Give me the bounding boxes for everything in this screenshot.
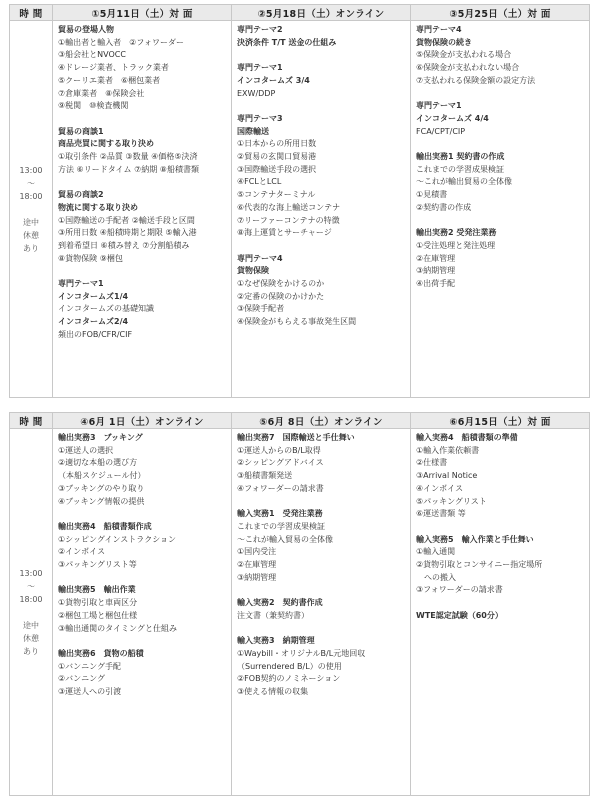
- topic-item: ③国際輸送手段の選択: [237, 164, 317, 174]
- time-text: 〜: [27, 581, 35, 591]
- topic-item: への搬入: [416, 572, 456, 582]
- time-cell: [10, 21, 53, 398]
- blank-line: [58, 572, 227, 585]
- blank-line: [416, 521, 585, 534]
- topic-heading: 輸入実務5 輸入作業と手仕舞い: [416, 534, 534, 544]
- topic-item: ⑤コンテナターミナル: [237, 190, 316, 200]
- topic-item: ①貨物引取と車両区分: [58, 598, 138, 608]
- time-text: 18:00: [19, 594, 43, 604]
- day-title: ⑥6月15日（土）対 面: [411, 413, 590, 429]
- topic-item: ③フォワーダーの請求書: [416, 585, 503, 595]
- time-text: あり: [23, 243, 39, 253]
- topic-item: （Surrendered B/L）の使用: [237, 661, 342, 671]
- topic-item: ④保険金がもらえる事故発生区間: [237, 317, 357, 327]
- blank-line: [416, 215, 585, 228]
- topic-item: ②貿易の玄関口貿易港: [237, 152, 317, 161]
- header-row: [10, 5, 590, 21]
- topic-item: ③保険手配者: [237, 304, 285, 314]
- topic-heading: 物流に関する取り決め: [58, 202, 138, 212]
- day-content: [53, 21, 232, 398]
- topic-heading: 貿易の商談2: [58, 190, 104, 200]
- topic-item: ④出荷手配: [416, 279, 456, 289]
- topic-item: EXW/DDP: [237, 88, 276, 98]
- time-text: 途中: [23, 620, 39, 630]
- day-title: ②5月18日（土）オンライン: [232, 5, 411, 21]
- topic-item: これまでの学習成果検証: [416, 164, 504, 174]
- topic-heading: 輸入実務3 納期管理: [237, 636, 315, 646]
- topic-item: ①受注処理と発注処理: [416, 240, 496, 250]
- topic-item: ③使える情報の収集: [237, 687, 309, 697]
- topic-item: ②バンニング: [58, 674, 106, 684]
- topic-heading: インコタームズ1/4: [58, 291, 129, 301]
- topic-heading: 輸出実務6 貨物の船積: [58, 648, 144, 658]
- topic-heading: 国際輸送: [237, 126, 269, 136]
- topic-item: ①シッピングインストラクション: [58, 534, 177, 544]
- topic-item: ①国内受注: [237, 547, 277, 557]
- day-content: [232, 21, 411, 398]
- blank-line: [237, 496, 406, 509]
- topic-item: ③船会社とNVOCC: [58, 50, 126, 60]
- topic-heading: インコタームズ 3/4: [237, 75, 310, 85]
- topic-item: ①輸出者と輸入者 ②フォワーダー: [58, 37, 184, 47]
- time-spacer: [10, 606, 52, 619]
- time-text: 休憩: [23, 230, 39, 240]
- topic-item: ③納期管理: [416, 266, 456, 276]
- topic-item: ②在庫管理: [416, 253, 456, 263]
- time-text: 18:00: [19, 191, 43, 201]
- day-title: ①5月11日（土）対 面: [53, 5, 232, 21]
- topic-item: 頻出のFOB/CFR/CIF: [58, 329, 133, 339]
- topic-item: ⑤クーリエ業者 ⑥梱包業者: [58, 75, 161, 85]
- topic-item: ②インボイス: [58, 547, 106, 557]
- topic-heading: 専門テーマ1: [237, 63, 283, 73]
- day-content: [53, 429, 232, 796]
- topic-item: 到着希望日 ⑥積み替え ⑦分割船積み: [58, 240, 190, 250]
- topic-heading: 専門テーマ2: [237, 25, 283, 34]
- time-text: あり: [23, 646, 39, 656]
- topic-heading: 輸出実務1 契約書の作成: [416, 152, 505, 161]
- topic-heading: 商品売買に関する取り決め: [58, 139, 154, 149]
- topic-item: ①取引条件 ②品質 ③数量 ④価格⑤決済: [58, 152, 198, 162]
- day-title: ④6月 1日（土）オンライン: [53, 413, 232, 429]
- topic-item: ⑥代表的な海上輸送コンテナ: [237, 202, 341, 212]
- blank-line: [58, 635, 227, 648]
- time-header: 時 間: [10, 5, 53, 21]
- topic-item: ②在庫管理: [237, 560, 277, 570]
- topic-heading: インコタームズ 4/4: [416, 113, 489, 123]
- topic-heading: WTE認定試験（60分）: [416, 610, 503, 620]
- topic-item: ⑨税関 ⑩検査機関: [58, 101, 129, 111]
- blank-line: [58, 508, 227, 521]
- time-text: 途中: [23, 217, 39, 227]
- topic-item: ③輸出通関のタイミングと仕組み: [58, 623, 178, 633]
- topic-item: FCA/CPT/CIP: [416, 126, 466, 136]
- topic-item: ①なぜ保険をかけるのか: [237, 279, 325, 289]
- topic-item: ②シッピングアドバイス: [237, 458, 324, 468]
- topic-heading: インコタームズ2/4: [58, 317, 129, 327]
- topic-heading: 輸出実務2 受発注業務: [416, 228, 497, 238]
- topic-item: インコタームズの基礎知識: [58, 304, 154, 314]
- topic-item: ③運送人への引渡: [58, 687, 122, 697]
- topic-item: ③Arrival Notice: [416, 471, 478, 481]
- blank-line: [58, 176, 227, 189]
- day-content: [411, 21, 590, 398]
- topic-heading: 輸出実務5 輸出作業: [58, 585, 136, 595]
- topic-item: ④ブッキング情報の提供: [58, 496, 145, 506]
- topic-item: 方法 ⑥リードタイム ⑦納期 ⑧船積書類: [58, 164, 199, 174]
- blank-line: [237, 584, 406, 597]
- topic-heading: 貿易の登場人物: [58, 25, 114, 34]
- day-title: ⑤6月 8日（土）オンライン: [232, 413, 411, 429]
- topic-item: ③所用日数 ④船積時期と期限 ⑤輸入港: [58, 228, 197, 238]
- topic-item: ①運送人の選択: [58, 445, 114, 455]
- topic-item: ①日本からの所用日数: [237, 139, 317, 149]
- topic-item: ②FOB契約のノミネーション: [237, 674, 341, 684]
- topic-item: ⑧貨物保険 ⑨梱包: [58, 253, 123, 263]
- topic-item: これまでの学習成果検証: [237, 521, 325, 531]
- topic-item: （本船スケジュール付）: [58, 471, 146, 481]
- topic-item: ⑥運送書類 等: [416, 509, 466, 519]
- topic-item: ①輸入通関: [416, 547, 456, 557]
- topic-heading: 専門テーマ1: [58, 279, 104, 289]
- topic-heading: 専門テーマ3: [237, 113, 283, 123]
- content-row: [10, 429, 590, 796]
- topic-item: ③船積書類発送: [237, 471, 293, 481]
- blank-line: [416, 88, 585, 101]
- topic-item: ②契約書の作成: [416, 202, 472, 212]
- time-text: 休憩: [23, 633, 39, 643]
- topic-item: 〜これが輸入貿易の全体像: [237, 534, 333, 544]
- topic-heading: 専門テーマ1: [416, 101, 462, 111]
- topic-heading: 輸出実務7 国際輸送と手仕舞い: [237, 433, 355, 442]
- topic-item: ⑤パッキングリスト: [416, 496, 487, 506]
- topic-item: ③ブッキングのやり取り: [58, 483, 145, 493]
- topic-item: ①運送人からのB/L取得: [237, 445, 321, 455]
- topic-item: ①バンニング手配: [58, 661, 122, 671]
- day-content: [232, 429, 411, 796]
- schedule-table-june: [9, 412, 590, 796]
- topic-item: ①輸入作業依頼書: [416, 445, 480, 455]
- topic-heading: 輸出実務3 ブッキング: [58, 433, 143, 442]
- topic-item: ①見積書: [416, 190, 448, 200]
- topic-heading: 専門テーマ4: [237, 253, 283, 263]
- topic-item: ④FCLとLCL: [237, 177, 282, 187]
- topic-item: ②貨物引取とコンサイニー指定場所: [416, 560, 543, 570]
- topic-item: ③納期管理: [237, 572, 277, 582]
- topic-item: ④フォワーダーの請求書: [237, 483, 324, 493]
- topic-item: ①国際輸送の手配者 ②輸送手段と区間: [58, 215, 195, 225]
- topic-item: ⑦支払われる保険金額の設定方法: [416, 75, 536, 85]
- blank-line: [237, 623, 406, 636]
- topic-item: ④ドレージ業者、トラック業者: [58, 63, 169, 73]
- topic-item: ⑤保険金が支払われる場合: [416, 50, 512, 60]
- time-spacer: [10, 203, 52, 216]
- time-cell: [10, 429, 53, 796]
- blank-line: [237, 240, 406, 253]
- topic-item: ⑧海上運賃とサーチャージ: [237, 228, 332, 238]
- day-title: ③5月25日（土）対 面: [411, 5, 590, 21]
- topic-item: ③パッキングリスト等: [58, 560, 137, 570]
- time-header: 時 間: [10, 413, 53, 429]
- blank-line: [58, 265, 227, 278]
- topic-item: 〜これが輸出貿易の全体像: [416, 177, 512, 187]
- topic-heading: 輸入実務2 契約書作成: [237, 598, 323, 608]
- schedule-table-may: [9, 4, 590, 398]
- header-row: [10, 413, 590, 429]
- content-row: [10, 21, 590, 398]
- topic-heading: 貨物保険の続き: [416, 37, 472, 47]
- topic-item: ⑥保険金が支払われない場合: [416, 63, 520, 73]
- topic-item: ②梱包工場と梱包仕様: [58, 610, 138, 620]
- topic-heading: 輸出実務4 船積書類作成: [58, 521, 152, 531]
- topic-item: 注文書（兼契約書）: [237, 610, 309, 620]
- topic-item: ⑦倉庫業者 ⑧保険会社: [58, 88, 145, 98]
- blank-line: [58, 113, 227, 126]
- topic-heading: 輸入実務4 船積書類の準備: [416, 433, 518, 442]
- topic-item: ②定番の保険のかけかた: [237, 291, 325, 301]
- topic-heading: 貨物保険: [237, 266, 269, 276]
- topic-item: ④インボイス: [416, 483, 464, 493]
- blank-line: [237, 100, 406, 113]
- blank-line: [416, 138, 585, 151]
- topic-heading: 決済条件 T/T 送金の仕組み: [237, 37, 337, 47]
- topic-item: ①Waybill・オリジナルB/L元地回収: [237, 648, 366, 658]
- time-text: 〜: [27, 178, 35, 188]
- topic-item: ②仕様書: [416, 458, 448, 468]
- topic-item: ②適切な本船の選び方: [58, 458, 138, 468]
- topic-heading: 専門テーマ4: [416, 25, 462, 34]
- time-text: 13:00: [19, 568, 43, 578]
- topic-heading: 輸入実務1 受発注業務: [237, 509, 323, 519]
- day-content: [411, 429, 590, 796]
- blank-line: [237, 49, 406, 62]
- time-text: 13:00: [19, 165, 43, 175]
- topic-heading: 貿易の商談1: [58, 126, 104, 136]
- topic-item: ⑦リーファーコンテナの特徴: [237, 215, 340, 225]
- blank-line: [416, 597, 585, 610]
